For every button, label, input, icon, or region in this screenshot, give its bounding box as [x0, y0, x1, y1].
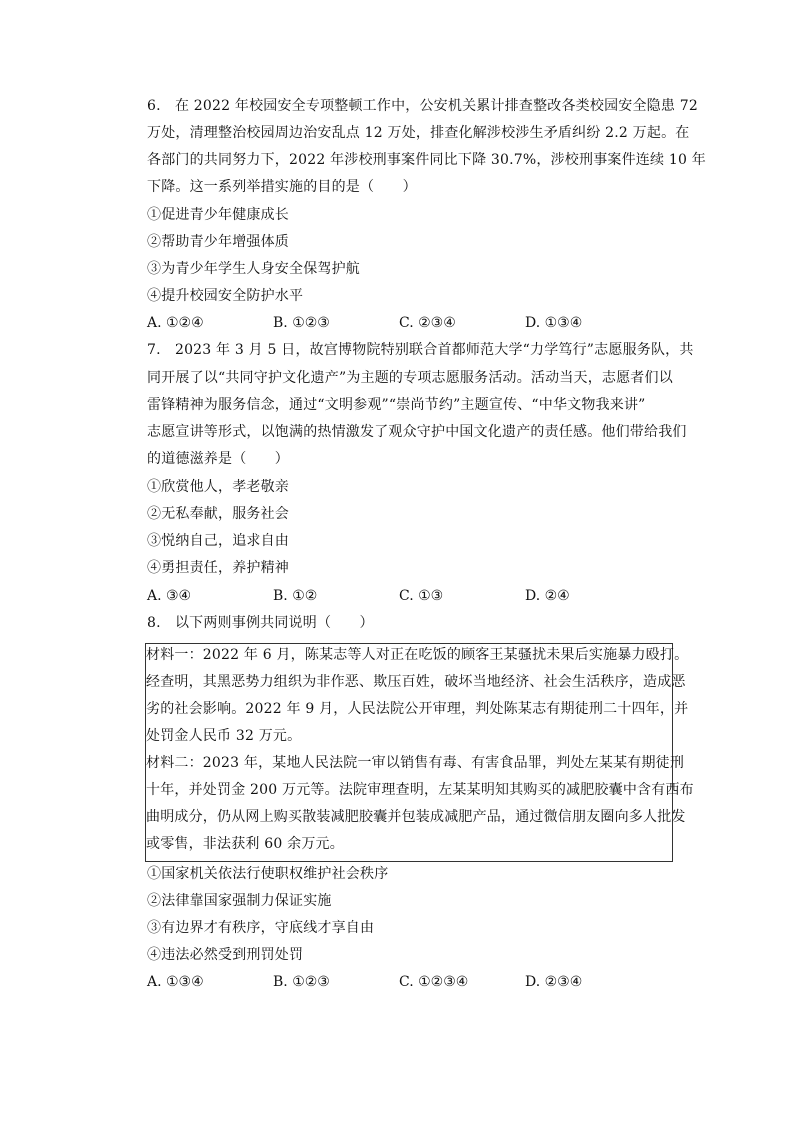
q8-material-line: 材料二：2023 年，某地人民法院一审以销售有毒、有害食品罪，判处左某某有期徒刑	[146, 755, 685, 771]
q8-material-line: 曲明成分，仍从网上购买散装减肥胶囊并包装成减肥产品，通过微信朋友圈向多人批发	[146, 809, 686, 825]
q6-option-a: A. ①②④	[147, 315, 204, 331]
q8-item: ②法律靠国家强制力保证实施	[147, 893, 332, 909]
q6-stem-line: 下降。这一系列举措实施的目的是（ ）	[147, 179, 417, 195]
q6-stem-line: 6. 在 2022 年校园安全专项整顿工作中，公安机关累计排查整改各类校园安全隐患 72	[147, 98, 698, 114]
q8-stem: 8. 以下两则事例共同说明（ ）	[147, 615, 374, 631]
q7-option-b: B. ①②	[273, 588, 318, 604]
q8-material-line: 处罚金人民币 32 万元。	[146, 728, 302, 744]
q7-item: ③悦纳自己，追求自由	[147, 533, 289, 549]
q6-option-c: C. ②③④	[399, 315, 456, 331]
q8-material-line: 材料一：2022 年 6 月，陈某志等人对正在吃饭的顾客王某骚扰未果后实施暴力殴打。	[146, 647, 689, 663]
q7-item: ①欣赏他人，孝老敬亲	[147, 479, 289, 495]
q8-option-d: D. ②③④	[525, 974, 583, 990]
q8-material-box	[145, 643, 694, 862]
q7-item: ④勇担责任，养护精神	[147, 560, 289, 576]
q8-material-line: 经查明，其黑恶势力组织为非作恶、欺压百姓，破坏当地经济、社会生活秩序，造成恶	[146, 674, 686, 690]
q7-stem-line: 7. 2023 年 3 月 5 日，故宫博物院特别联合首都师范大学“力学笃行”志愿服务队，共	[147, 342, 694, 358]
q6-option-b: B. ①②③	[273, 315, 330, 331]
q7-option-a: A. ③④	[147, 588, 192, 604]
q7-item: ②无私奉献，服务社会	[147, 506, 289, 522]
q6-item: ③为青少年学生人身安全保驾护航	[147, 261, 360, 277]
q8-material-line: 十年，并处罚金 200 万元等。法院审理查明，左某某明知其购买的减肥胶囊中含有西布	[146, 782, 694, 798]
q8-material-line: 劣的社会影响。2022 年 9 月，人民法院公开审理，判处陈某志有期徒刑二十四年，并	[146, 701, 689, 717]
q7-stem-line: 志愿宣讲等形式，以饱满的热情激发了观众守护中国文化遗产的责任感。他们带给我们	[147, 424, 687, 440]
q7-stem-line: 同开展了以“共同守护文化遗产”为主题的专项志愿服务活动。活动当天，志愿者们以	[147, 370, 673, 386]
q6-option-d: D. ①③④	[525, 315, 583, 331]
q8-option-b: B. ①②③	[273, 974, 330, 990]
q6-item: ④提升校园安全防护水平	[147, 288, 304, 304]
q8-material-line: 或零售，非法获利 60 余万元。	[146, 836, 344, 852]
q8-item: ③有边界才有秩序，守底线才享自由	[147, 920, 375, 936]
q7-stem-line: 的道德滋养是（ ）	[147, 451, 289, 467]
q7-stem-line: 雷锋精神为服务信念，通过“文明参观”“崇尚节约”主题宣传、“中华文物我来讲”	[147, 397, 646, 413]
q6-stem-line: 各部门的共同努力下，2022 年涉校刑事案件同比下降 30.7%，涉校刑事案件连续 10 年	[147, 152, 706, 168]
q6-item: ②帮助青少年增强体质	[147, 234, 289, 250]
q8-option-a: A. ①③④	[147, 974, 204, 990]
q8-option-c: C. ①②③④	[399, 974, 469, 990]
q7-option-d: D. ②④	[525, 588, 570, 604]
q7-option-c: C. ①③	[399, 588, 444, 604]
q8-item: ④违法必然受到刑罚处罚	[147, 947, 304, 963]
q8-item: ①国家机关依法行使职权维护社会秩序	[147, 866, 389, 882]
q6-stem-line: 万处，清理整治校园周边治安乱点 12 万处，排查化解涉校涉生矛盾纠纷 2.2 万起。在	[147, 125, 690, 141]
q6-item: ①促进青少年健康成长	[147, 207, 289, 223]
